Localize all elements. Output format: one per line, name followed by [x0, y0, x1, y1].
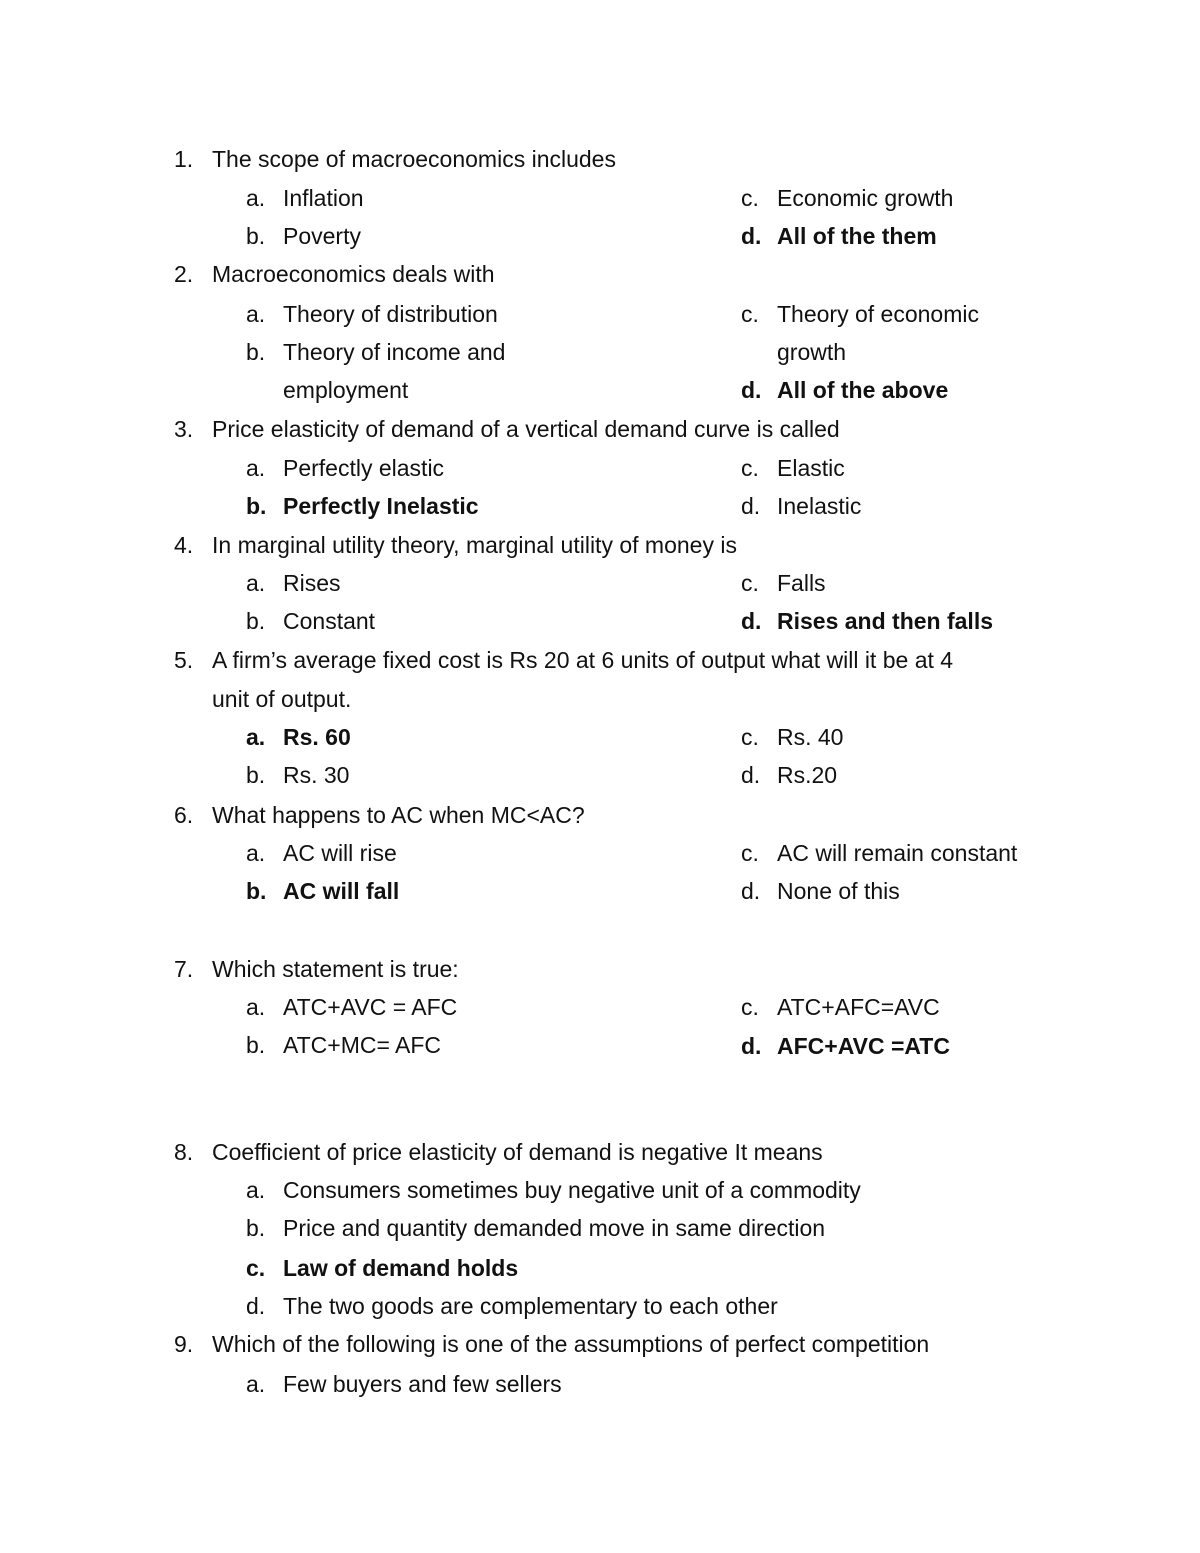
- option-text: Theory of income and: [283, 339, 506, 365]
- correct-option-text: Rises and then falls: [777, 608, 994, 634]
- option-text: The two goods are complementary to each other: [283, 1293, 778, 1319]
- option-text: Poverty: [283, 223, 361, 249]
- option-text: None of this: [777, 878, 900, 904]
- option-marker: c.: [741, 840, 759, 866]
- option-marker: b.: [246, 608, 266, 634]
- question-number: 1.: [174, 146, 194, 172]
- question-text: A firm’s average fixed cost is Rs 20 at 6 units of output what will it be at 4: [212, 647, 954, 673]
- option-marker: b.: [246, 1215, 266, 1241]
- option-text: Rises: [283, 570, 341, 596]
- correct-option-text: Perfectly Inelastic: [283, 493, 479, 519]
- correct-option-marker: d.: [741, 377, 762, 403]
- correct-option-text: AC will fall: [283, 878, 400, 904]
- option-marker: c.: [741, 570, 759, 596]
- option-marker: a.: [246, 840, 266, 866]
- question-text: Which of the following is one of the assumptions of perfect competition: [212, 1331, 930, 1357]
- option-marker: d.: [741, 878, 761, 904]
- question-text: Which statement is true:: [212, 956, 459, 982]
- option-text-continued: employment: [283, 377, 409, 403]
- option-text: Theory of distribution: [283, 301, 498, 327]
- correct-option-marker: d.: [741, 1033, 762, 1059]
- option-marker: a.: [246, 1177, 266, 1203]
- option-marker: a.: [246, 185, 266, 211]
- option-marker: c.: [741, 301, 759, 327]
- option-marker: b.: [246, 762, 266, 788]
- question-number: 2.: [174, 261, 194, 287]
- question-text: Macroeconomics deals with: [212, 261, 495, 287]
- question-text: What happens to AC when MC<AC?: [212, 802, 585, 828]
- option-text: Falls: [777, 570, 826, 596]
- option-text: Rs. 30: [283, 762, 350, 788]
- option-marker: d.: [741, 493, 761, 519]
- correct-option-text: Law of demand holds: [283, 1255, 519, 1281]
- question-text: Coefficient of price elasticity of demand is negative It means: [212, 1139, 823, 1165]
- correct-option-marker: d.: [741, 608, 762, 634]
- question-text: Price elasticity of demand of a vertical demand curve is called: [212, 416, 840, 442]
- question-number: 7.: [174, 956, 194, 982]
- option-marker: c.: [741, 994, 759, 1020]
- question-number: 6.: [174, 802, 194, 828]
- correct-option-marker: a.: [246, 724, 266, 750]
- question-text: The scope of macroeconomics includes: [212, 146, 616, 172]
- option-text: Constant: [283, 608, 376, 634]
- option-text: ATC+MC= AFC: [283, 1032, 442, 1058]
- correct-option-marker: c.: [246, 1255, 266, 1281]
- option-marker: c.: [741, 185, 759, 211]
- option-text: ATC+AVC = AFC: [283, 994, 458, 1020]
- option-marker: c.: [741, 724, 759, 750]
- question-text: In marginal utility theory, marginal utility of money is: [212, 532, 737, 558]
- option-marker: a.: [246, 1371, 266, 1397]
- option-text: Inflation: [283, 185, 364, 211]
- option-text: Rs. 40: [777, 724, 844, 750]
- option-marker: b.: [246, 1032, 266, 1058]
- option-text: AC will rise: [283, 840, 397, 866]
- correct-option-text: All of the above: [777, 377, 949, 403]
- correct-option-marker: b.: [246, 878, 267, 904]
- option-marker: b.: [246, 339, 266, 365]
- correct-option-text: All of the them: [777, 223, 937, 249]
- question-number: 8.: [174, 1139, 194, 1165]
- correct-option-text: Rs. 60: [283, 724, 351, 750]
- option-marker: a.: [246, 301, 266, 327]
- question-number: 4.: [174, 532, 194, 558]
- option-text-continued: growth: [777, 339, 847, 365]
- option-marker: a.: [246, 455, 266, 481]
- option-text: Perfectly elastic: [283, 455, 445, 481]
- option-text: Theory of economic: [777, 301, 979, 327]
- option-text: Consumers sometimes buy negative unit of a commodity: [283, 1177, 861, 1203]
- option-marker: a.: [246, 570, 266, 596]
- option-marker: d.: [741, 762, 761, 788]
- option-text: Price and quantity demanded move in same direction: [283, 1215, 826, 1241]
- correct-option-marker: b.: [246, 493, 267, 519]
- option-text: ATC+AFC=AVC: [777, 994, 940, 1020]
- option-marker: b.: [246, 223, 266, 249]
- option-text: Elastic: [777, 455, 845, 481]
- question-number: 9.: [174, 1331, 194, 1357]
- option-text: Economic growth: [777, 185, 954, 211]
- correct-option-marker: d.: [741, 223, 762, 249]
- question-number: 3.: [174, 416, 194, 442]
- option-text: Inelastic: [777, 493, 862, 519]
- option-marker: c.: [741, 455, 759, 481]
- question-text-continued: unit of output.: [212, 686, 352, 712]
- option-text: Few buyers and few sellers: [283, 1371, 562, 1397]
- option-marker: a.: [246, 994, 266, 1020]
- correct-option-text: AFC+AVC =ATC: [777, 1033, 950, 1059]
- option-text: Rs.20: [777, 762, 838, 788]
- option-text: AC will remain constant: [777, 840, 1018, 866]
- question-number: 5.: [174, 647, 194, 673]
- option-marker: d.: [246, 1293, 266, 1319]
